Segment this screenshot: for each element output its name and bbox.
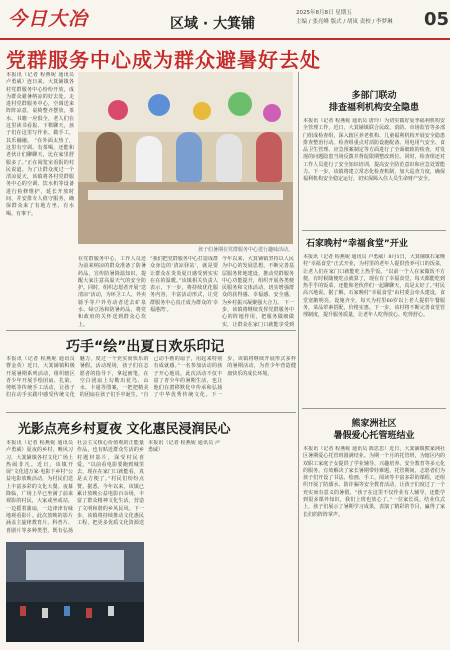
main-story-paragraph: 下一步，该镇将继续发挥党群服务中心的阵地作用，把服务做细做实，让群众在家门口就能享受到	[222, 299, 294, 328]
main-story-column-1	[6, 72, 74, 327]
issue-date: 2025年8月8日 星期五	[296, 10, 352, 16]
page-number: 05	[424, 9, 450, 30]
section-divider	[6, 412, 296, 413]
story-4-text: 本报讯（记者 程燕妮 通讯员 曹金英）近日，大箕铺镇积极开展暑期系列活动，组织辖区青少年开展手绘团扇、扎染、剪纸等传统手工活动，让孩子们在动手实践中感受传统文化魅力，度过一个充实而快乐的暑假。活动现场，孩子们在志愿者的指导下，拿起画笔，在空白团扇上勾勒出花鸟、山水、卡通等图案，一把把精美的团扇在孩子们手中诞生。“自己动手画的扇子，用起来特别有成就感。”一名参加活动的孩子开心地说。此次活动不仅丰富了青少年的暑期生活，也让他们在潜移默化中传承和弘扬了中华优秀传统文化。下一步，该镇将继续开展形式多样的暑期活动，为青少年营造健康快乐的成长环境。	[6, 356, 296, 399]
main-story-paragraph: “在外面太热了，这里有空调、有茶喝，还能和老伙计们聊聊天，比在家里舒服多了。”正在阅览室看报的村民说道。为了让群众度过一个清凉夏天，该镇将各村党群服务中心的空调、饮水机等设备进行检修维护，延长开放时间，并安排专人值守服务，确保群众来了有地方坐、有水喝、有事干。	[6, 137, 74, 217]
newspaper-logo: 今日大冶	[8, 8, 89, 30]
side-story-1-title-line-2: 排查福利机构安全隐患	[328, 103, 419, 113]
side-story-2-title: 石家晚村“幸福食堂”开业	[306, 239, 408, 249]
main-story-column-2	[78, 256, 146, 328]
side-story-1-title	[300, 90, 448, 114]
side-story-3-title-line-1: 熊家洲社区	[351, 419, 397, 429]
section-divider	[302, 230, 446, 231]
main-photo-caption: 孩子们暑期在党群服务中心进行趣味活动。	[197, 247, 293, 253]
issue-meta	[296, 9, 421, 27]
section-divider	[302, 408, 446, 409]
story-4-headline: 巧手“绘”出夏日欢乐印记	[66, 339, 225, 355]
side-story-1-title-line-1: 多部门联动	[351, 91, 397, 101]
main-story-paragraph: 本报讯（记者 程燕妮 通讯员 卢勇威）连日来，大箕铺镇各村党群服务中心纷纷开放，成为群众避暑纳凉的好去处。走进村党群服务中心，空调送来阵阵凉意，桌椅整齐摆放，茶水、书籍一应俱全，老人们在这里读书看报、下棋聊天，孩子们在这里写作业、做手工，其乐融融。	[6, 72, 74, 144]
section-title: 区域 · 大箕铺	[170, 16, 256, 32]
story-5-text-top: 本报讯（记者 程燕妮 通讯员 卢勇威）夏夜的乡村，晚风习习，大箕铺镇各村文化广场上热闹非凡。近日，该镇开展“文化进万家·电影下乡村”公益电影放映活动，为村民们送上丰富多彩的文化大餐。夜幕降临，广场上早已坐满了前来观影的村民，大家或坐或站，一边摇着蒲扇，一边津津有味地观看影片。此次放映的影片涵盖主旋律教育片、科普片、喜剧片等多种类型，既有弘扬社会主义核心价值观的正能量作品，也有贴近群众生活的乡村题材影片，深受村民喜爱。“以前看电影要跑到城里去，现在在家门口就能看，真是太方便了。”村民们纷纷点赞。据悉，今年以来，该镇已累计放映公益电影百余场，丰富了群众精神文化生活，营造了文明和谐的乡风民风。下一步，该镇将持续推动文化惠民工程，把更多优质文化资源送	[6, 440, 144, 534]
masthead	[0, 0, 450, 40]
main-story-column-4	[222, 256, 294, 328]
side-story-2-text: 本报讯（记者 程燕妮 通讯员 卢勇威）8月1日，大箕铺镇石家晚村“幸福食堂”正式开业，为村里的老年人提供营养可口的饭菜，让老人们在家门口就能吃上热乎饭。“以前一个人在家做饭不方便，有时候随便吃点就算了，现在有了幸福食堂，每天都能吃到热乎乎的饭菜，还能和老伙伴们一起聊聊天，真是太好了。”村民高兴地说。据了解，石家晚村“幸福食堂”由村委会牵头建设，食堂宽敞明亮，设施齐全，每天为村里60岁以上老人提供午餐服务，菜品荤素搭配，价格实惠。下一步，该村将不断完善食堂管理制度，提升服务质量，让老年人吃得放心、吃得舒心。	[303, 254, 445, 319]
side-story-3-title-line-2: 暑假爱心托管班结业	[333, 431, 415, 441]
main-story-paragraph: 在党群服务中心，工作人员还为前来纳凉的群众准备了防暑药品，宣传防暑降温知识，提醒大家注意高温天气的安全防护。同时，组织志愿者开展“送清凉”活动，为环卫工人、外卖骑手等户外劳动者送去矿泉水、绿豆汤和防暑药品，将党和政府的关怀送到群众心坎上。	[78, 256, 146, 328]
main-story-photo	[78, 72, 293, 244]
issue-editors: 主编 / 张亮峰 版式 / 胡岚 责校 / 李梦琳	[296, 19, 393, 25]
side-story-1-text: 本报讯（记者 程燕妮 通讯员 唐玲）为切实做好夏季福利机构安全管理工作，近日，大箕铺镇联合民政、消防、市场监管等多部门组成检查组，深入辖区养老机构、儿童福利机构开展安全隐患排查整治行动。检查组重点对消防设施配备、用电用气安全、食品卫生管理、应急预案制定等方面进行了全面细致的检查，对发现的问题隐患当场反馈并督促限期整改到位。同时，检查组还对工作人员进行了安全知识培训，提高安全防范意识和应急处置能力。下一步，该镇将建立常态化检查机制，加大巡查力度，确保福利机构安全稳定运行，切实保障入住人员生命财产安全。	[303, 118, 445, 183]
side-story-3-text: 本报讯（记者 程燕妮 通讯员 陈思思）近日，大箕铺镇熊家洲社区暑期爱心托管班圆满结业。为期一个月的托管班，为辖区内的双职工家庭子女提供了学业辅导、兴趣培养、安全教育等多元化的服务，有效解决了家长暑期带娃难题。托管期间，志愿者们为孩子们开设了书法、绘画、手工、阅读等丰富多彩的课程，还组织开展了防溺水、防诈骗等安全教育活动，让孩子们度过了一个充实而有意义的暑假。“孩子在这里不仅作业有人辅导，还能学到很多课外知识，我们上班也放心了。”一位家长说。结业仪式上，孩子们展示了暑期学习成果，表演了精彩的节目，赢得了家长们的阵阵掌声。	[303, 446, 445, 518]
section-divider	[6, 330, 296, 331]
story-5-photo	[6, 542, 144, 642]
main-story-paragraph: 今年以来，大箕铺镇坚持以人民为中心的发展思想，不断完善基层服务阵地建设，推动党群服务中心功能提升，组织开展各类便民服务和文体活动，切实增强群众的获得感、幸福感、安全感，为乡村振兴凝聚强大合力。	[222, 256, 294, 306]
main-story-paragraph: “我们把党群服务中心打造成群众身边的‘清凉驿站’，就是要让群众在炎炎夏日感受到实实在在的温暖。”该镇相关负责人表示，下一步，将持续优化服务内容，丰富活动形式，让党群服务中心真正成为群众的‘幸福港湾’。	[150, 256, 218, 314]
column-divider	[298, 72, 299, 642]
story-5-lead: 本报讯（记者 程燕妮 通讯员 卢勇威）	[148, 440, 220, 454]
main-headline: 党群服务中心成为群众避暑好去处	[6, 48, 321, 72]
story-5-text-right	[148, 440, 296, 644]
main-story-column-3	[150, 256, 218, 328]
story-5-headline: 光影点亮乡村夏夜 文化惠民浸润民心	[18, 422, 231, 437]
side-story-3-title	[300, 418, 448, 442]
